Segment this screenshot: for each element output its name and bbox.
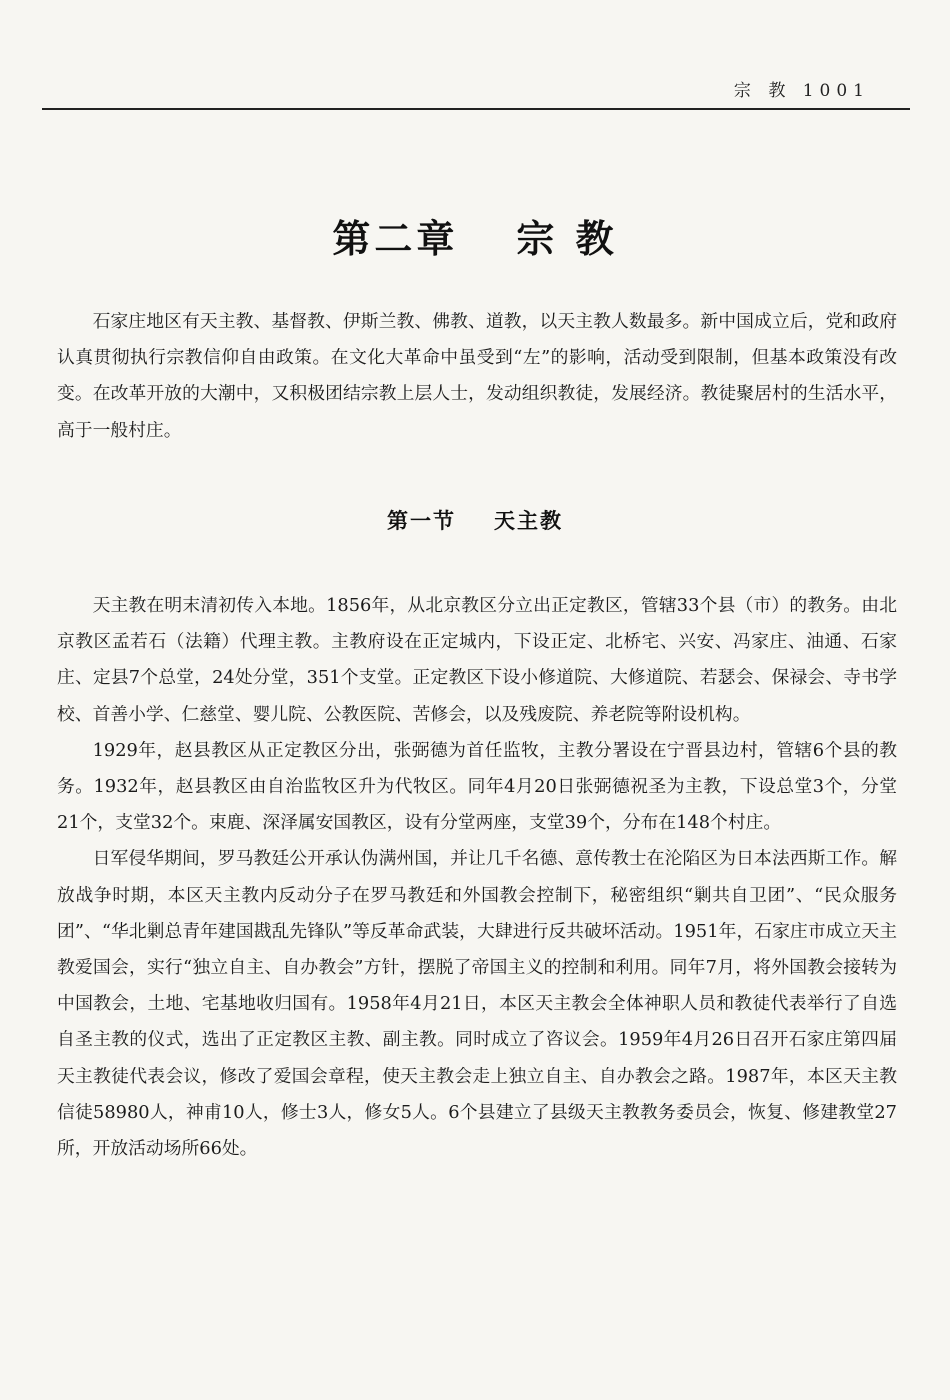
intro-block	[57, 304, 897, 449]
chapter-title	[0, 208, 950, 263]
header-rule	[42, 108, 910, 110]
section-title	[0, 505, 950, 535]
section-name: 天主教	[494, 508, 563, 533]
chapter-name: 宗 教	[516, 216, 618, 261]
section-number: 第一节	[387, 508, 456, 533]
running-header: 宗 教 1001	[733, 81, 870, 101]
body-paragraph-1: 天主教在明末清初传入本地。1856年，从北京教区分立出正定教区，管辖33个县（市）的教务。由北京教区孟若石（法籍）代理主教。主教府设在正定城内，下设正定、北桥宅、兴安、冯家庄、油通、石家庄、定县7个总堂，24处分堂，351个支堂。正定教区下设小修道院、大修道院、若瑟会、保禄会、寺书学校、首善小学、仁慈堂、婴儿院、公教医院、苦修会，以及残废院、养老院等附设机构。	[57, 595, 897, 725]
body-paragraph-2: 1929年，赵县教区从正定教区分出，张弼德为首任监牧，主教分署设在宁晋县边村，管辖6个县的教务。1932年，赵县教区由自治监牧区升为代牧区。同年4月20日张弼德祝圣为主教，下设总堂3个，分堂21个，支堂32个。束鹿、深泽属安国教区，设有分堂两座，支堂39个，分布在148个村庄。	[57, 739, 897, 834]
chapter-number: 第二章	[332, 216, 459, 261]
body-paragraph-3: 日军侵华期间，罗马教廷公开承认伪满州国，并让几千名德、意传教士在沦陷区为日本法西斯工作。解放战争时期，本区天主教内反动分子在罗马教廷和外国教会控制下，秘密组织“剿共自卫团”、“民众服务团”、“华北剿总青年建国戡乱先锋队”等反革命武装，大肆进行反共破坏活动。1951年，石家庄市成立天主教爱国会，实行“独立自主、自办教会”方针，摆脱了帝国主义的控制和利用。同年7月，将外国教会接转为中国教会，土地、宅基地收归国有。1958年4月21日，本区天主教会全体神职人员和教徒代表举行了自选自圣主教的仪式，选出了正定教区主教、副主教。同时成立了咨议会。1959年4月26日召开石家庄第四届天主教徒代表会议，修改了爱国会章程，使天主教会走上独立自主、自办教会之路。1987年，本区天主教信徒58980人，神甫10人，修士3人，修女5人。6个县建立了县级天主教教务委员会，恢复、修建教堂27所，开放活动场所66处。	[57, 848, 897, 1160]
section-body	[57, 588, 897, 1167]
intro-paragraph: 石家庄地区有天主教、基督教、伊斯兰教、佛教、道教，以天主教人数最多。新中国成立后，党和政府认真贯彻执行宗教信仰自由政策。在文化大革命中虽受到“左”的影响，活动受到限制，但基本政策没有改变。在改革开放的大潮中，又积极团结宗教上层人士，发动组织教徒，发展经济。教徒聚居村的生活水平，高于一般村庄。	[57, 311, 897, 441]
